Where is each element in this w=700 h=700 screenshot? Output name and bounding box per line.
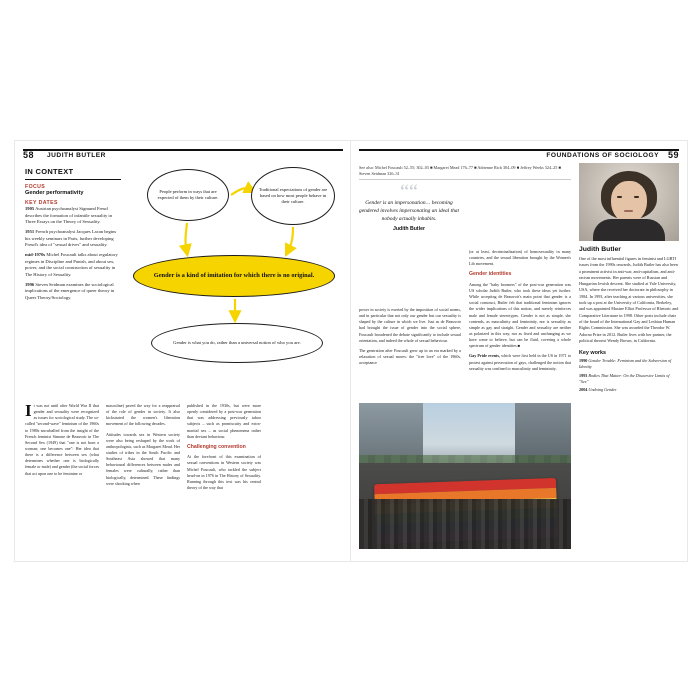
diagram-bubble-2-text: Traditional expectations of gender are based on how most people behave in their culture.: [258, 186, 328, 205]
left-col1-text: t was not until after World War II that gender and sexuality were recognized as issues for sociological study. The so-called "second-wave" feminism of the 1960s to 1980s snowballed from the insight of the French feminist Simone de Beauvoir in The Second Sex (1949) that "one is not born a woman; one becomes one": Her idea that there is a difference between sex (what determines whether one is biologically female or male) and gender (the social forces that act upon one to be feminine or: [25, 403, 99, 476]
focus-label: FOCUS: [25, 184, 46, 190]
left-col3-paragraph: published in the 1930s, but were more openly considered by a post-war generation that was addressing previously taboo subjects – such as promiscuity and extra-marital sex – as social phenomena rather than deviant behaviour.: [187, 403, 261, 439]
right-page: [351, 141, 687, 561]
left-body-columns: [25, 403, 341, 551]
right-body-columns: [359, 249, 571, 429]
left-subheading: Challenging convention: [187, 443, 246, 450]
portrait-eye-left: [617, 196, 622, 198]
pull-quote-text: Gender is an impersonation… becoming gendered involves impersonating an ideal that nobody actually inhabits.: [359, 200, 459, 222]
right-col2-paragraph: Among the "baby boomers" of the post-war generation was US scholar Judith Butler, who took these ideas yet further. While accepting de Beauvoir's main point that gender is a social construct, Butler felt that traditional feminism ignores the wider implications of this notion, and merely reinforces male and female stereotypes. Gender is not as simple, she contends, as masculinity and femininity, nor is sexuality as simple as gay and straight. Gender and sexuality are neither as polarized in this way, nor as fixed and unchanging as we have come to believe, but can be fluid, covering a whole spectrum of gender identities ■: [469, 281, 571, 349]
key-date-text: Michel Foucault talks about regulatory regimes in Discipline and Punish, and about sex, power, and the social construction of sexuality in The History of Sexuality.: [25, 251, 118, 277]
portrait-face: [611, 181, 647, 223]
see-also-rule: [359, 179, 571, 180]
right-column-2: [469, 249, 571, 429]
left-header-rule: [23, 149, 343, 151]
key-date-entry: [25, 282, 121, 302]
key-work-item: [579, 358, 679, 371]
sidebar-biography-text: One of the most influential figures in feminist and LGBTI issues from the 1990s onwards, Judith Butler has also been a prominent activist in anti-war, anti-capitalism, and anti-racism movements. Her parents were of Russian and Hungarian Jewish descent. She studied at Yale University, USA, where she received her doctorate in philosophy in 1984. In 1993, after teaching at various universities, she took up a post at the University of California, Berkeley, and was appointed Maxine Elliot Professor of Rhetoric and Comparative Literature in 1998. Other posts include chair of the board of the International Gay and Lesbian Human Rights Commission. She was awarded the Theodor W. Adorno Prize in 2012. Butler lives with her partner, the political theorist Wendy Brown, in California.: [579, 256, 679, 343]
left-running-title: JUDITH BUTLER: [47, 152, 106, 159]
column-spacer: [359, 249, 461, 307]
in-context-rule: [25, 179, 121, 180]
diagram-bubble-4-text: Gender is what you do, rather than a universal notion of who you are.: [173, 339, 301, 345]
right-col1-paragraph: The generation after Foucault grew up in an era marked by a relaxation of sexual mores: the "free love" of the 1960s, acceptance: [359, 347, 461, 366]
key-date-text: Steven Seidman examines the sociological implications of the emergence of queer theory in Queer Theory/Sociology.: [25, 281, 115, 300]
key-date-year: mid-1970s: [25, 251, 46, 257]
left-column-3: [187, 403, 261, 551]
drop-cap: I: [25, 401, 32, 420]
gay-pride-photo: [359, 403, 571, 549]
key-date-year: 1951: [25, 228, 35, 234]
key-work-title: Gender Trouble: Feminism and the Subversion of Identity: [579, 358, 672, 370]
key-work-year: 1990: [579, 358, 588, 364]
key-date-year: 1996: [25, 281, 35, 287]
right-subheading: Gender identities: [469, 271, 512, 278]
portrait-body: [593, 219, 665, 241]
concept-flow-diagram: [127, 163, 341, 393]
right-header-rule: [359, 149, 679, 151]
key-date-entry: [25, 252, 121, 279]
judith-butler-portrait: [579, 163, 679, 241]
right-folio: 59: [667, 150, 679, 160]
key-date-entry: [25, 229, 121, 249]
left-page: [15, 141, 351, 561]
left-col2-paragraph: masculine) paved the way for a reappraisal of the role of gender in society. It also kickstarted the women's liberation movement of the following decades.: [106, 403, 180, 427]
key-work-year: 2004: [579, 387, 588, 393]
pull-quote-attribution: Judith Butler: [393, 226, 425, 233]
open-book-spread: [14, 140, 688, 562]
photo-caption-lead: Gay Pride events,: [469, 353, 501, 359]
key-date-text: French psychoanalyst Jacques Lacan begins his weekly seminars in Paris, further developing Freud's idea of "sexual drives" and sexuality.: [25, 228, 117, 248]
biography-sidebar: [579, 163, 679, 551]
in-context-title: IN CONTEXT: [25, 167, 74, 176]
left-col3-paragraph: At the forefront of this examination of sexual conventions in Western society was Michel Foucault, who tackled the subject head-on in 1976 in The History of Sexuality. Running through this text was his central theory of the way that: [187, 454, 261, 491]
key-works-label: Key works: [579, 350, 606, 357]
diagram-bubble-1-text: People perform in ways that are expected of them by their culture.: [157, 188, 219, 200]
key-work-title: Bodies That Matter: On the Discursive Limits of "Sex": [579, 372, 670, 385]
right-col2-paragraph: (or at least, decriminalization) of homosexuality in many countries, and the sexual liberation brought by the Women's Lib movement.: [469, 249, 571, 267]
key-work-item: [579, 373, 679, 386]
left-folio: 58: [23, 150, 35, 160]
left-col2-paragraph: Attitudes towards sex in Western society were also being reshaped by the work of anthropologists, such as Margaret Mead. Her studies of tribes in the South Pacific and Southeast Asia showed that many behavioural differences between males and females were culturally, rather than biologically, determined. These findings were shocking when: [106, 431, 180, 486]
diagram-bubble-conclusion: [151, 323, 323, 363]
diagram-bubble-central-claim: [133, 255, 335, 297]
right-col1-paragraph: power in society is exerted by the imposition of social norms, and in particular that not only our gender but our sexuality is shaped by the culture in which we live. Just as de Beauvoir had brought the issue of gender into the social sphere, Foucault broadened the debate significantly to include sexual orientation, and indeed the whole of sexual behaviour.: [359, 307, 461, 343]
sidebar-person-name: Judith Butler: [579, 246, 621, 253]
left-column-2: [106, 403, 180, 551]
key-work-title: Undoing Gender: [588, 387, 617, 393]
diagram-bubble-tradition: [251, 167, 335, 225]
left-column-1: [25, 403, 99, 551]
right-column-1: [359, 249, 461, 429]
right-running-title: FOUNDATIONS OF SOCIOLOGY: [546, 152, 659, 159]
left-col1-paragraph: [25, 403, 99, 477]
in-context-box: [25, 167, 121, 305]
photo-caption-rest: which were first held in the US in 1971 to protest against persecution of gays, challenged the notion that sexuality was confined to masculinity and femininity.: [469, 353, 572, 371]
photo-marchers: [359, 499, 571, 549]
pull-quote: [359, 181, 459, 233]
portrait-eye-right: [634, 196, 639, 198]
focus-value: Gender performativity: [25, 190, 84, 196]
see-also-line: See also: Michel Foucault 52–55; 302–03 ■ Margaret Mead 176–77 ■ Adrienne Rich 304–09 ■ Jeffrey Weeks 324–25 ■ Steven Seidman 326–31: [359, 165, 561, 177]
key-work-item: [579, 387, 679, 393]
quote-mark-icon: ““: [400, 181, 418, 203]
key-date-entry: [25, 206, 121, 226]
key-date-text: Austrian psychoanalyst Sigmund Freud describes the formation of infantile sexuality in Three Essays on the Theory of Sexuality.: [25, 206, 113, 225]
key-work-year: 1993: [579, 372, 588, 378]
portrait-mouth: [624, 210, 633, 212]
key-dates-label: KEY DATES: [25, 200, 58, 206]
photo-caption: [469, 353, 571, 371]
diagram-bubble-center-text: Gender is a kind of imitation for which there is no original.: [153, 271, 315, 279]
diagram-bubble-expectation: [147, 169, 229, 221]
key-date-year: 1905: [25, 206, 35, 211]
